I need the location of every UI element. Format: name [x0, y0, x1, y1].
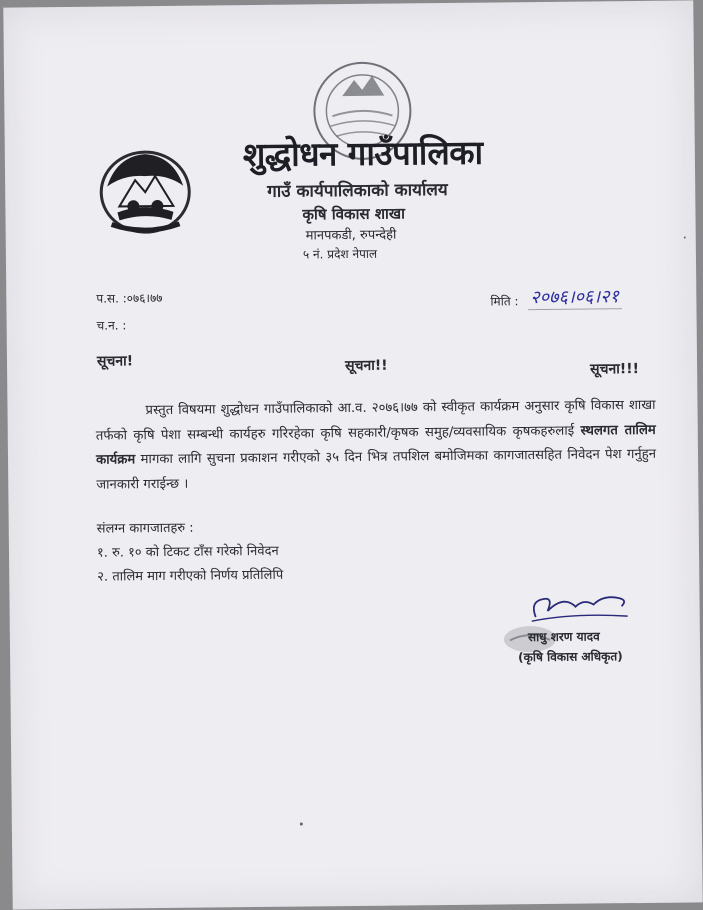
office-subtitle: गाउँ कार्यपालिकाको कार्यालय [267, 179, 448, 202]
nepal-emblem-logo [97, 146, 194, 237]
notice-heading-1: सूचना! [96, 353, 134, 370]
office-name-heading: शुद्धोधन गाउँपालिका [242, 132, 483, 175]
attachments-heading: संलग्न कागजातहरु : [96, 520, 194, 537]
province-label: ५ नं. प्रदेश नेपाल [302, 246, 378, 262]
body-text-part-2: मागका लागि सुचना प्रकाशन गरीएको ३५ दिन भित्र तपशिल बमोजिमका कागजातसहित निवेदन पेश गर्नुहुन जानकारी गराईन्छ । [96, 446, 657, 493]
notice-heading-3: सूचना!!! [590, 361, 640, 378]
dispatch-number: च.न. : [96, 318, 127, 333]
notice-heading-2: सूचना!! [344, 357, 388, 375]
office-address: मानपकडी, रुपन्देही [305, 227, 397, 244]
paper-speck [684, 237, 686, 239]
paper-speck [300, 823, 303, 826]
reference-number: प.स. :०७६।७७ [96, 290, 163, 306]
date-label: मिति : [490, 294, 519, 309]
notice-body-paragraph [95, 394, 656, 498]
branch-name: कृषि विकास शाखा [302, 204, 406, 224]
attachment-item: २. तालिम माग गरीएको निर्णय प्रतिलिपि [97, 567, 284, 585]
document-page [3, 0, 702, 909]
date-value: २०७६।०६।२१ [528, 284, 621, 310]
body-text-part-1: प्रस्तुत विषयमा शुद्धोधन गाउँपालिकाको आ.व. २०७६।७७ को स्वीकृत कार्यक्रम अनुसार कृषि विकास शाखा तर्फको कृषि पेशा सम्बन्धी कार्यहरु गरिरहेका कृषि सहकारी/कृषक समुह/व्यवसायिक कृषकहरुलाई [95, 397, 656, 444]
body-text-highlight: स्थलगत तालिम कार्यक्रम [95, 422, 656, 468]
attachment-item: १. रु. १० को टिकट टाँस गरेको निवेदन [96, 543, 279, 561]
signer-name: साधु शरण यादव [527, 629, 600, 645]
signer-title: (कृषि विकास अधिकृत) [518, 649, 623, 665]
